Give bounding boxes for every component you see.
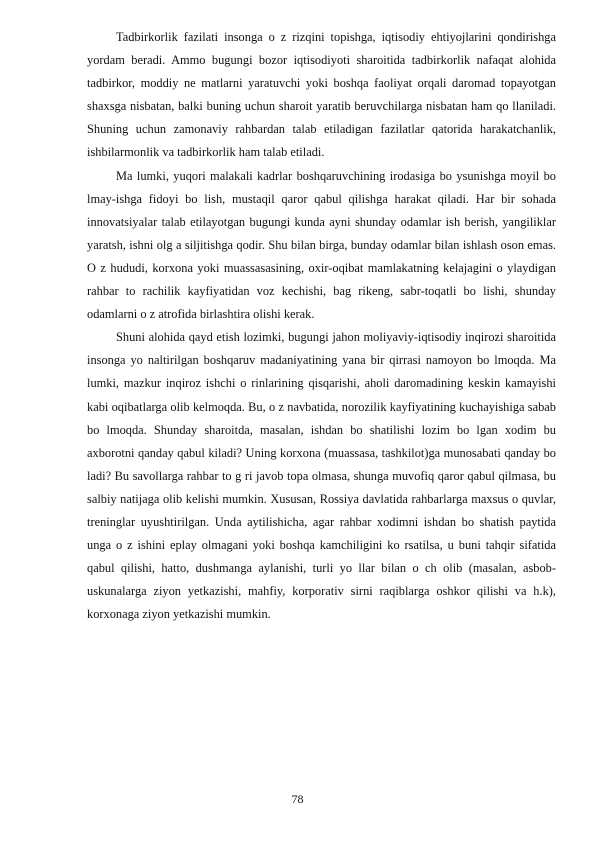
paragraph-3: Shuni alohida qayd etish lozimki, bugungi jahon moliyaviy-iqtisodiy inqirozi sharoitida insonga yo naltirilgan boshqaruv madaniyatining yana bir qirrasi namoyon bo lmoqda. Ma lumki, mazkur inqiroz ishchi o rinlarining qisqarishi, aholi daromadining keskin kamayishi kabi oqibatlarga olib kelmoqda. Bu, o z navbatida, norozilik kayfiyatining kuchayishiga sabab bo lmoqda. Shunday sharoitda, masalan, ishdan bo shatilishi lozim bo lgan xodim bu axborotni qanday qabul kiladi? Uning korxona (muassasa, tashkilot)ga munosabati qanday bo ladi? Bu savollarga rahbar to g ri javob topa olmasa, shunga muvofiq qaror qabul qilmasa, bu salbiy natijaga olib kelishi mumkin. Xususan, Rossiya davlatida rahbarlarga maxsus o quvlar, treninglar uyushtirilgan. Unda aytilishicha, agar rahbar xodimni ishdan bo shatish paytida unga o z ishini eplay olmagani yoki boshqa kamchiligini ko rsatilsa, u buni tahqir sifatida qabul qilishi, hatto, dushmanga aylanishi, turli yo llar bilan o ch olib (masalan, asbob-uskunalarga ziyon yetkazishi, mahfiy, korporativ sirni raqiblarga oshkor qilishi va h.k), korxonaga ziyon yetkazishi mumkin. <box>87 330 556 622</box>
body-text <box>87 26 556 626</box>
page-number: 78 <box>291 792 304 806</box>
paragraph-2: Ma lumki, yuqori malakali kadrlar boshqaruvchining irodasiga bo ysunishga moyil bo lmay-ishga fidoyi bo lish, mustaqil qaror qabul qilishga harakat qiladi. Har bir sohada innovatsiyalar talab etilayotgan bugungi kunda ayni shunday odamlar ish berish, yangiliklar yaratsh, ishni olg a siljitishga qodir. Shu bilan birga, bunday odamlar bilan ishlash oson emas. O z hududi, korxona yoki muassasasining, oxir-oqibat mamlakatning kelajagini o ylaydigan rahbar to rachilik kayfiyatidan voz kechishi, bag rikeng, sabr-toqatli bo lishi, shunday odamlarni o z atrofida birlashtira olishi kerak. <box>87 168 556 322</box>
paragraph-1: Tadbirkorlik fazilati insonga o z rizqini topishga, iqtisodiy ehtiyojlarini qondirishga yordam beradi. Ammo bugungi bozor iqtisodiyoti sharoitida tadbirkorlik nafaqat alohida tadbirkor, moddiy ne matlarni yaratuvchi yoki boshqa faoliyat orqali daromad topayotgan shaxsga nisbatan, balki buning uchun sharoit yaratib beruvchilarga nisbatan ham qo llaniladi. Shuning uchun zamonaviy rahbardan talab etiladigan fazilatlar qatorida harakatchanlik, ishbilarmonlik va tadbirkorlik ham talab etiladi. <box>87 30 556 160</box>
